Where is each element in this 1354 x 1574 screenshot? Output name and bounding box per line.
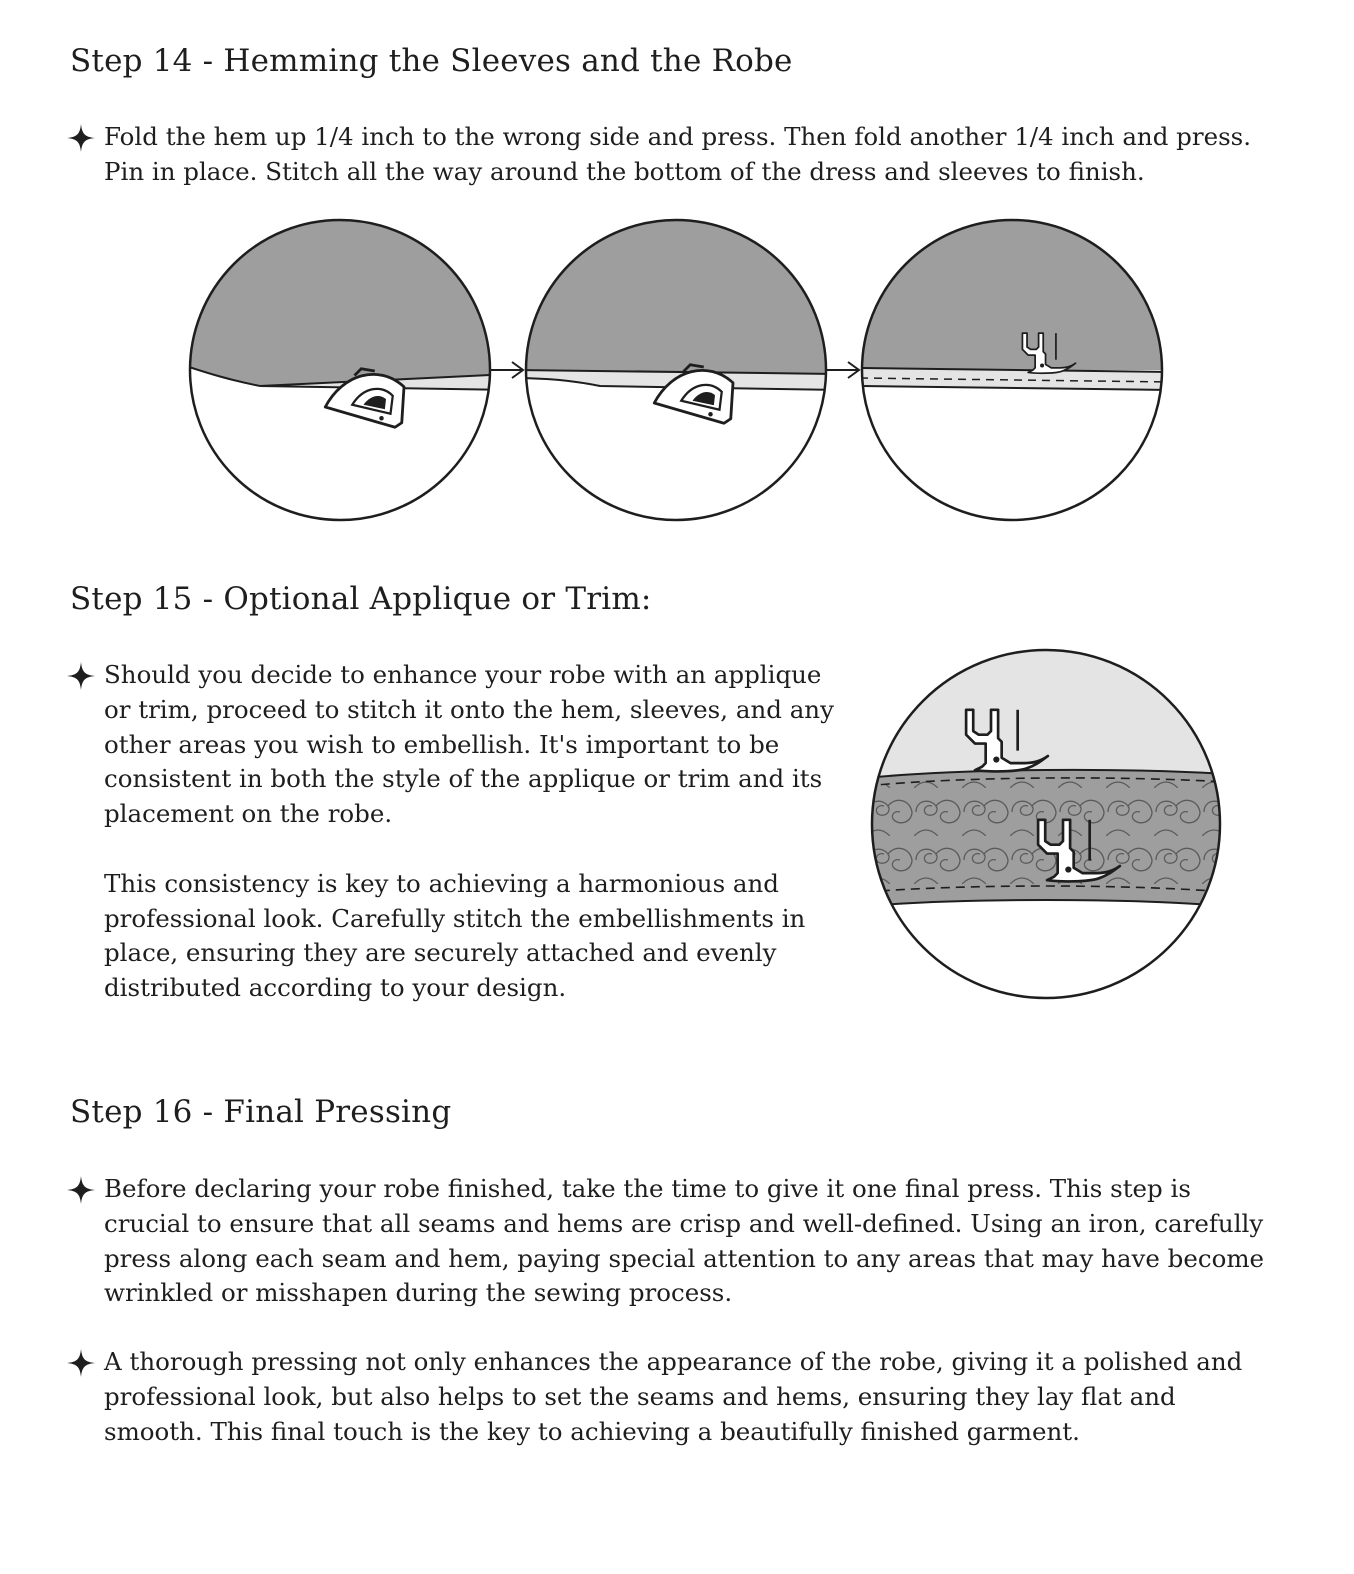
star-bullet-icon bbox=[66, 1175, 96, 1205]
fold-again-and-press-illustration bbox=[520, 214, 840, 526]
step-16-bullet-2 bbox=[104, 1345, 1274, 1449]
step-15-paragraph-1: Should you decide to enhance your robe with an applique or trim, proceed to stitch it onto the hem, sleeves, and any other areas you wish to embellish. It's important to be consistent in both the style of the applique or trim and its placement on the robe. bbox=[104, 660, 834, 829]
step-16-bullet-1 bbox=[104, 1172, 1274, 1311]
fold-and-press-illustration bbox=[180, 214, 510, 526]
step-14-bullet bbox=[104, 120, 1264, 190]
stitch-hem-illustration bbox=[860, 214, 1170, 526]
step-16-text-2: A thorough pressing not only enhances the appearance of the robe, giving it a polished and professional look, but also helps to set the seams and hems, ensuring they lay flat and smooth. This final touch is the key to achieving a beautifully finished garment. bbox=[104, 1347, 1243, 1446]
hem-illustration-row bbox=[180, 214, 1170, 526]
step-16-title: Step 16 - Final Pressing bbox=[70, 1094, 452, 1130]
step-15-title: Step 15 - Optional Applique or Trim: bbox=[70, 581, 652, 617]
step-15-paragraph-2: This consistency is key to achieving a harmonious and professional look. Carefully stitch the embellishments in place, ensuring they are securely attached and evenly distributed according to your design. bbox=[104, 868, 806, 1003]
step-14-title: Step 14 - Hemming the Sleeves and the Robe bbox=[70, 43, 793, 79]
step-15-bullet bbox=[104, 658, 834, 1006]
star-bullet-icon bbox=[66, 1348, 96, 1378]
star-bullet-icon bbox=[66, 661, 96, 691]
trim-stitching-illustration bbox=[866, 644, 1226, 1004]
arrow-right-icon bbox=[827, 362, 859, 378]
star-bullet-icon bbox=[66, 123, 96, 153]
arrow-right-icon bbox=[490, 362, 523, 378]
step-14-text: Fold the hem up 1/4 inch to the wrong side and press. Then fold another 1/4 inch and press. Pin in place. Stitch all the way around the bottom of the dress and sleeves to finish. bbox=[104, 122, 1252, 186]
step-16-text-1: Before declaring your robe finished, take the time to give it one final press. This step is crucial to ensure that all seams and hems are crisp and well-defined. Using an iron, carefully press along each seam and hem, paying special attention to any areas that may have become wrinkled or misshapen during the sewing process. bbox=[104, 1174, 1265, 1308]
